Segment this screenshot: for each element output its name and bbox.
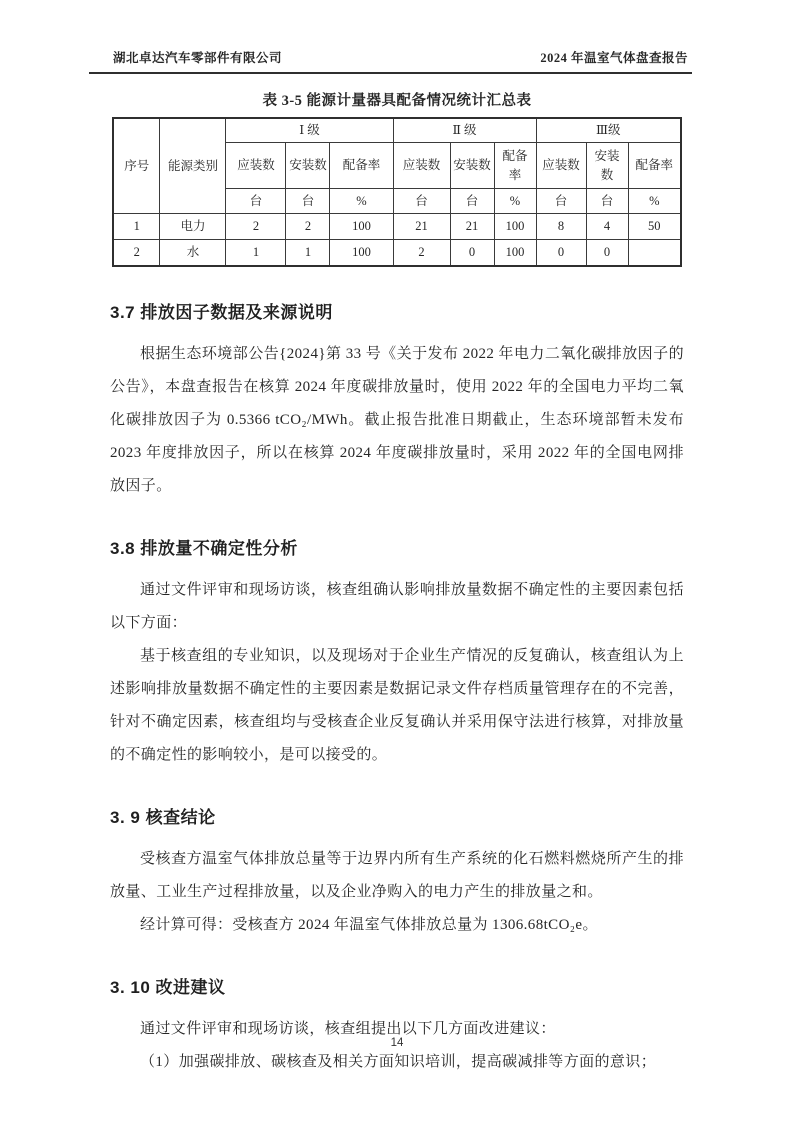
table-cell: 2 bbox=[226, 214, 286, 240]
table-cell: 2 bbox=[393, 240, 450, 266]
table-cell: 21 bbox=[450, 214, 494, 240]
table-header-cell: 应装数 bbox=[536, 143, 586, 189]
table-unit-cell: 台 bbox=[286, 189, 330, 214]
table-header-cell: 安装数 bbox=[586, 143, 628, 189]
table-row bbox=[113, 240, 681, 266]
table-cell: 21 bbox=[393, 214, 450, 240]
table-cell: 100 bbox=[494, 214, 536, 240]
table-cell bbox=[628, 240, 681, 266]
report-title: 2024 年温室气体盘查报告 bbox=[540, 51, 688, 65]
table-cell: 0 bbox=[536, 240, 586, 266]
table-cell: 水 bbox=[160, 240, 226, 266]
table-cell: 0 bbox=[586, 240, 628, 266]
table-header-cell: 安装数 bbox=[450, 143, 494, 189]
table-cell: 100 bbox=[494, 240, 536, 266]
table-cell: 2 bbox=[113, 240, 160, 266]
table-cell: 0 bbox=[450, 240, 494, 266]
table-unit-cell: 台 bbox=[586, 189, 628, 214]
section-3-8 bbox=[110, 534, 684, 772]
table-cell: 50 bbox=[628, 214, 681, 240]
table-header-cell: 序号 bbox=[113, 118, 160, 214]
company-name: 湖北卓达汽车零部件有限公司 bbox=[113, 51, 283, 65]
table-cell: 1 bbox=[286, 240, 330, 266]
section-3-10 bbox=[110, 973, 684, 1079]
table-unit-cell: % bbox=[494, 189, 536, 214]
table-cell: 2 bbox=[286, 214, 330, 240]
section-3-7 bbox=[110, 298, 684, 503]
paragraph: （1）加强碳排放、碳核查及相关方面知识培训，提高碳减排等方面的意识； bbox=[140, 1053, 657, 1070]
page-header bbox=[89, 48, 692, 74]
table-header-cell: 安装数 bbox=[286, 143, 330, 189]
table-header-cell: 应装数 bbox=[393, 143, 450, 189]
table-unit-cell: % bbox=[628, 189, 681, 214]
table-cell: 8 bbox=[536, 214, 586, 240]
table-header-cell: 配备率 bbox=[628, 143, 681, 189]
table-header-cell: 配备率 bbox=[494, 143, 536, 189]
table-unit-cell: % bbox=[330, 189, 393, 214]
table-header-cell: 配备率 bbox=[330, 143, 393, 189]
section-heading: 3.7 排放因子数据及来源说明 bbox=[110, 302, 333, 322]
metering-equipment-table bbox=[112, 117, 682, 267]
paragraph: 基于核查组的专业知识，以及现场对于企业生产情况的反复确认，核查组认为上述影响排放量数据不确定性的主要因素是数据记录文件存档质量管理存在的不完善，针对不确定因素，核查组均与受核查企业反复确认并采用保守法进行核算，对排放量的不确定性的影响较小，是可以接受的。 bbox=[110, 647, 684, 763]
paragraph: 根据生态环境部公告{2024}第 33 号《关于发布 2022 年电力二氧化碳排放因子的公告》，本盘查报告在核算 2024 年度碳排放量时，使用 2022 年的全国电力平均二氧化碳排放因子为 0.5366 tCO₂/MWh。截止报告批准日期截止，生态环境部暂未发布 2023 年度排放因子，所以在核算 2024 年度碳排放量时，采用 2022 年的全国电网排放因子。 bbox=[110, 345, 684, 494]
table-header-cell: Ⅲ级 bbox=[536, 118, 681, 143]
table-unit-cell: 台 bbox=[226, 189, 286, 214]
section-heading: 3. 10 改进建议 bbox=[110, 977, 226, 997]
table-row bbox=[113, 214, 681, 240]
table-unit-cell: 台 bbox=[450, 189, 494, 214]
paragraph: 通过文件评审和现场访谈，核查组提出以下几方面改进建议： bbox=[140, 1020, 556, 1037]
table-cell: 4 bbox=[586, 214, 628, 240]
section-heading: 3.8 排放量不确定性分析 bbox=[110, 538, 298, 558]
page-number: 14 bbox=[390, 1037, 404, 1049]
table-group-header-row bbox=[113, 118, 681, 143]
table-unit-cell: 台 bbox=[536, 189, 586, 214]
table-cell: 1 bbox=[113, 214, 160, 240]
paragraph: 经计算可得：受核查方 2024 年温室气体排放总量为 1306.68tCO₂e。 bbox=[140, 916, 598, 933]
table-cell: 1 bbox=[226, 240, 286, 266]
table-unit-cell: 台 bbox=[393, 189, 450, 214]
table-title: 表 3-5 能源计量器具配备情况统计汇总表 bbox=[262, 93, 532, 109]
table-cell: 电力 bbox=[160, 214, 226, 240]
section-3-9 bbox=[110, 803, 684, 942]
table-cell: 100 bbox=[330, 214, 393, 240]
section-heading: 3. 9 核查结论 bbox=[110, 807, 216, 827]
table-header-cell: Ⅰ 级 bbox=[226, 118, 393, 143]
table-header-cell: 能源类别 bbox=[160, 118, 226, 214]
table-header-cell: Ⅱ 级 bbox=[393, 118, 536, 143]
table-header-cell: 应装数 bbox=[226, 143, 286, 189]
table-cell: 100 bbox=[330, 240, 393, 266]
paragraph: 受核查方温室气体排放总量等于边界内所有生产系统的化石燃料燃烧所产生的排放量、工业生产过程排放量，以及企业净购入的电力产生的排放量之和。 bbox=[110, 850, 684, 900]
paragraph: 通过文件评审和现场访谈，核查组确认影响排放量数据不确定性的主要因素包括以下方面： bbox=[110, 581, 684, 631]
